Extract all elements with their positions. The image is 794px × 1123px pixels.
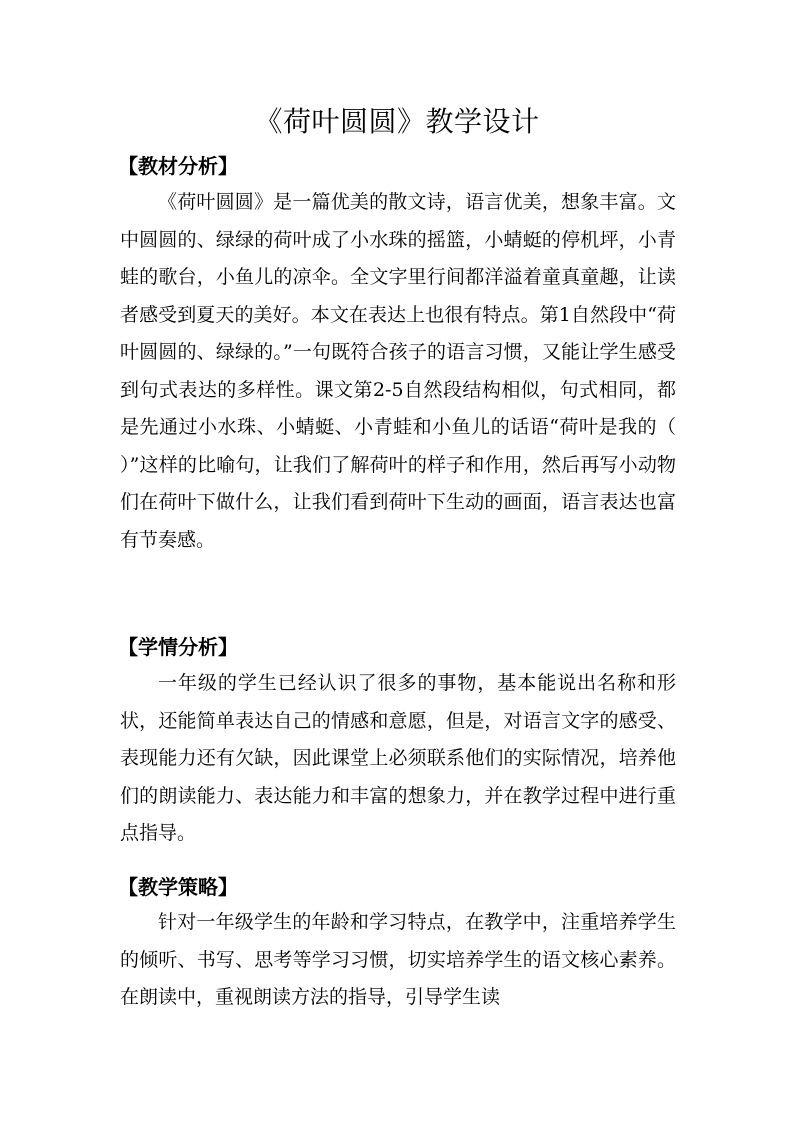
section-heading-textbook-analysis: 【教材分析】 (118, 154, 238, 178)
document-title: 《荷叶圆圆》教学设计 (254, 105, 540, 138)
section-heading-student-analysis: 【学情分析】 (118, 635, 238, 659)
section-body-textbook-analysis: 《荷叶圆圆》是一篇优美的散文诗，语言优美，想象丰富。文中圆圆的、绿绿的荷叶成了小水珠的摇篮，小蜻蜓的停机坪，小青蛙的歌台，小鱼儿的凉伞。全文字里行间都洋溢着童真童趣，让读者感受到夏天的美好。本文在表达上也很有特点。第1自然段中“荷叶圆圆的、绿绿的。”一句既符合孩子的语言习惯，又能让学生感受到句式表达的多样性。课文第2-5自然段结构相似，句式相同，都是先通过小水珠、小蜻蜓、小青蛙和小鱼儿的话语“荷叶是我的（ ）”这样的比喻句，让我们了解荷叶的样子和作用，然后再写小动物们在荷叶下做什么，让我们看到荷叶下生动的画面，语言表达也富有节奏感。 (120, 191, 715, 551)
section-heading-teaching-strategy: 【教学策略】 (118, 875, 238, 899)
section-body-student-analysis: 一年级的学生已经认识了很多的事物，基本能说出名称和形状，还能简单表达自己的情感和意愿，但是，对语言文字的感受、表现能力还有欠缺，因此课堂上必须联系他们的实际情况，培养他们的朗读能力、表达能力和丰富的想象力，并在教学过程中进行重点指导。 (120, 672, 676, 844)
section-body-teaching-strategy: 针对一年级学生的年龄和学习特点，在教学中，注重培养学生的倾听、书写、思考等学习习惯，切实培养学生的语文核心素养。在朗读中，重视朗读方法的指导，引导学生读 (120, 911, 676, 1008)
